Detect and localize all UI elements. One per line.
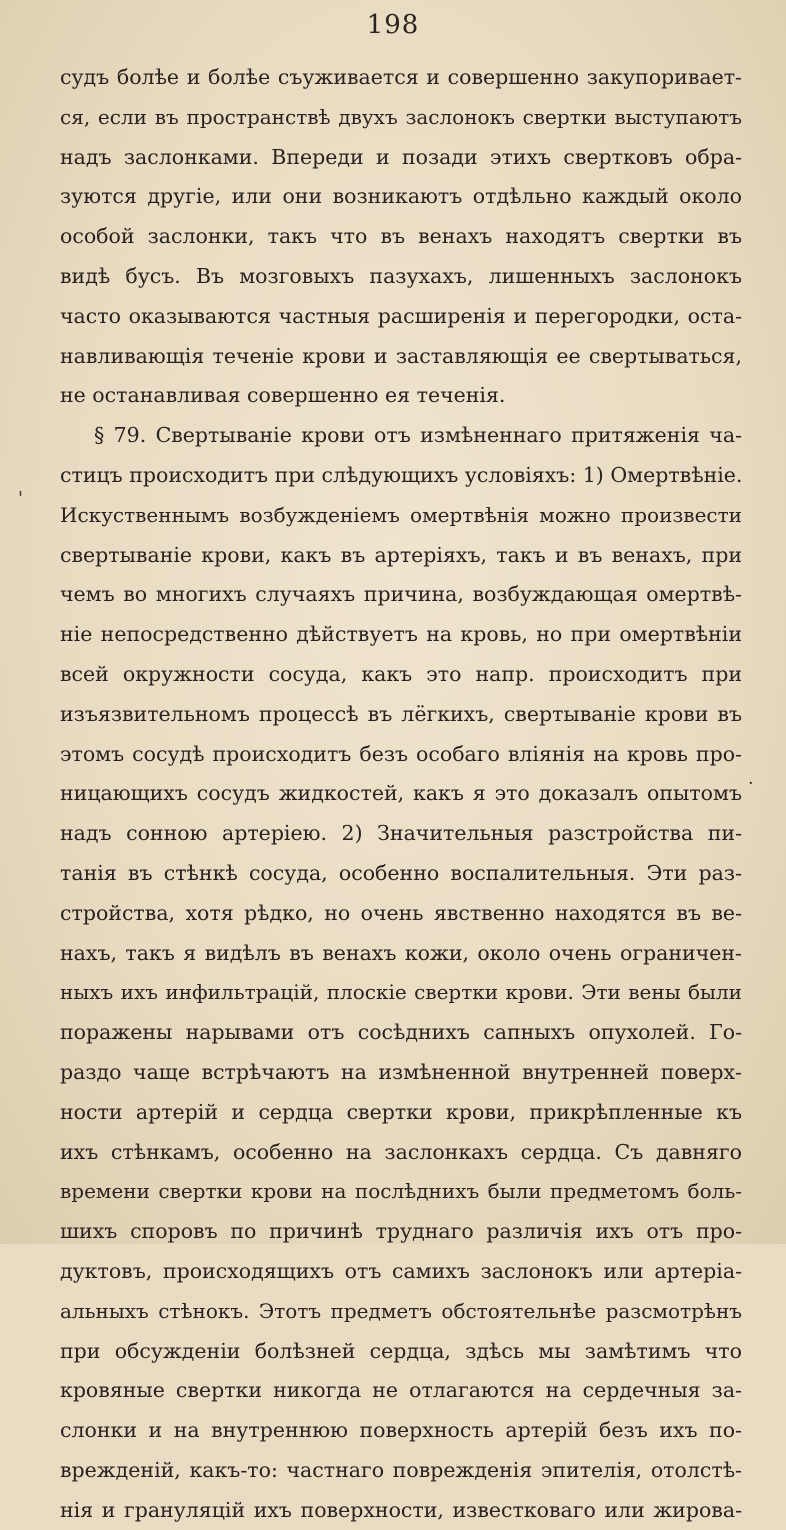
text-line: ныхъ ихъ инфильтрацій, плоскіе свертки крови. Эти вены были [60, 980, 742, 1005]
text-line: стройства, хотя рѣдко, но очень явственно находятся въ ве- [60, 900, 742, 925]
text-line: изъязвительномъ процессѣ въ лёгкихъ, свертываніе крови въ [60, 701, 742, 726]
text-line: этомъ сосудѣ происходитъ безъ особаго вліянія на кровь про- [60, 741, 742, 766]
text-line: ніе непосредственно дѣйствуетъ на кровь, но при омертвѣніи [60, 622, 742, 647]
text-line: ности артерій и сердца свертки крови, прикрѣпленные къ [60, 1099, 742, 1124]
text-line: времени свертки крови на послѣднихъ были предметомъ боль- [60, 1179, 742, 1204]
text-line: ся, если въ пространствѣ двухъ заслонокъ свертки выступаютъ [60, 104, 742, 129]
text-line: чемъ во многихъ случаяхъ причина, возбуждающая омертвѣ- [60, 582, 742, 607]
page-number: 198 [366, 10, 420, 40]
section-heading-line: § 79. Свертываніе крови отъ измѣненнаго притяженія ча- [94, 423, 742, 448]
text-line: не останавливая совершенно ея теченія. [60, 383, 506, 408]
text-line: раздо чаще встрѣчаютъ на измѣненной внутренней поверх- [60, 1059, 742, 1084]
text-line: надъ сонною артеріею. 2) Значительныя разстройства пи- [60, 821, 742, 846]
text-line: ницающихъ сосудъ жидкостей, какъ я это доказалъ опытомъ [60, 781, 742, 806]
text-line: всей окружности сосуда, какъ это напр. происходитъ при [60, 661, 742, 686]
margin-mark-left: ' [18, 488, 23, 509]
text-line: кровяные свертки никогда не отлагаются на сердечныя за- [60, 1378, 742, 1403]
text-line: нія и грануляцій ихъ поверхности, известковаго или жирова- [60, 1497, 742, 1522]
text-line: часто оказываются частныя расширенія и перегородки, оста- [60, 303, 742, 328]
text-line: надъ заслонками. Впереди и позади этихъ свертковъ обра- [60, 144, 742, 169]
text-line: навливающія теченіе крови и заставляющія ее свертываться, [60, 343, 742, 368]
text-line: нахъ, такъ я видѣлъ въ венахъ кожи, около очень ограничен- [60, 940, 742, 965]
text-line: стицъ происходитъ при слѣдующихъ условіяхъ: 1) Омертвѣніе. [60, 462, 743, 487]
text-line: слонки и на внутреннюю поверхность артерій безъ ихъ по- [60, 1418, 742, 1443]
body-text [60, 58, 742, 1530]
text-line: видѣ бусъ. Въ мозговыхъ пазухахъ, лишенныхъ заслонокъ [60, 263, 742, 288]
text-line: ихъ стѣнкамъ, особенно на заслонкахъ сердца. Съ давняго [60, 1139, 742, 1164]
text-line: судъ болѣе и болѣе съуживается и совершенно закупоривает- [60, 65, 742, 89]
text-line: врежденій, какъ-то: частнаго поврежденія эпителія, отолстѣ- [60, 1457, 742, 1482]
text-line: Искуственнымъ возбужденіемъ омертвѣнія можно произвести [60, 502, 742, 527]
text-line: дуктовъ, происходящихъ отъ самихъ заслонокъ или артеріа- [60, 1258, 742, 1283]
text-line: поражены нарывами отъ сосѣднихъ сапныхъ опухолей. Го- [60, 1020, 742, 1045]
text-line: танія въ стѣнкѣ сосуда, особенно воспалительныя. Эти раз- [60, 860, 742, 885]
text-line: зуются другіе, или они возникаютъ отдѣльно каждый около [60, 184, 742, 209]
text-line: особой заслонки, такъ что въ венахъ находятъ свертки въ [60, 224, 742, 249]
margin-mark-right: · [748, 773, 754, 794]
text-line: при обсужденіи болѣзней сердца, здѣсь мы замѣтимъ что [60, 1338, 742, 1363]
text-line: свертываніе крови, какъ въ артеріяхъ, такъ и въ венахъ, при [60, 542, 742, 567]
text-line: шихъ споровъ по причинѣ труднаго различія ихъ отъ про- [60, 1219, 742, 1244]
text-line: альныхъ стѣнокъ. Этотъ предметъ обстоятельнѣе разсмотрѣнъ [60, 1298, 742, 1323]
